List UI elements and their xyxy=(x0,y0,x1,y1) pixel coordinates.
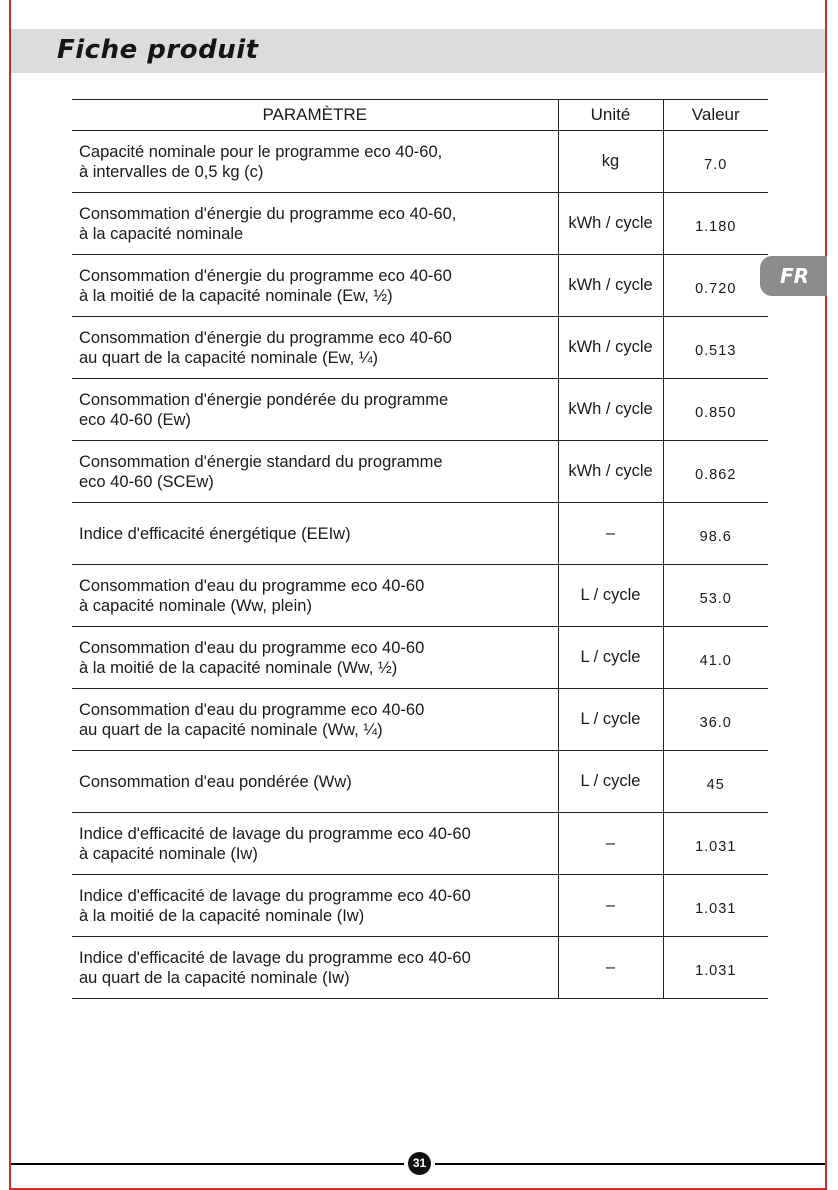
value-cell: 7.0 xyxy=(663,131,768,193)
parameter-line: Consommation d'énergie du programme eco 40-60, xyxy=(79,204,457,223)
parameter-line: au quart de la capacité nominale (Ew, ¼) xyxy=(79,348,379,367)
parameter-line: Indice d'efficacité énergétique (EEIw) xyxy=(79,524,351,543)
table-header-row xyxy=(72,100,768,131)
parameter-line: Consommation d'eau du programme eco 40-60 xyxy=(79,700,425,719)
table-row xyxy=(72,813,768,875)
page-number: 31 xyxy=(408,1152,431,1175)
parameter-line: à la moitié de la capacité nominale (Iw) xyxy=(79,906,365,925)
parameter-line: eco 40-60 (Ew) xyxy=(79,410,191,429)
column-header-value: Valeur xyxy=(663,100,768,131)
column-header-parameter: PARAMÈTRE xyxy=(72,100,558,131)
page-title: Fiche produit xyxy=(57,35,259,65)
parameter-line: Consommation d'énergie pondérée du programme xyxy=(79,390,449,409)
parameter-cell xyxy=(72,627,558,689)
table-row xyxy=(72,317,768,379)
unit-cell: L / cycle xyxy=(558,689,663,751)
parameter-cell xyxy=(72,875,558,937)
parameter-line: à capacité nominale (Iw) xyxy=(79,844,258,863)
parameter-cell xyxy=(72,689,558,751)
unit-cell: kWh / cycle xyxy=(558,193,663,255)
unit-cell: L / cycle xyxy=(558,565,663,627)
value-cell: 36.0 xyxy=(663,689,768,751)
table-row xyxy=(72,875,768,937)
unit-cell: kg xyxy=(558,131,663,193)
parameter-cell xyxy=(72,813,558,875)
parameter-line: au quart de la capacité nominale (Iw) xyxy=(79,968,350,987)
unit-cell: – xyxy=(558,503,663,565)
unit-cell: – xyxy=(558,875,663,937)
parameter-line: au quart de la capacité nominale (Ww, ¼) xyxy=(79,720,383,739)
parameter-cell xyxy=(72,255,558,317)
parameter-cell xyxy=(72,441,558,503)
value-cell: 0.720 xyxy=(663,255,768,317)
parameter-cell xyxy=(72,751,558,813)
parameter-cell xyxy=(72,193,558,255)
parameter-line: à capacité nominale (Ww, plein) xyxy=(79,596,312,615)
unit-cell: – xyxy=(558,937,663,999)
value-cell: 0.862 xyxy=(663,441,768,503)
table-row xyxy=(72,193,768,255)
parameter-line: Indice d'efficacité de lavage du programme eco 40-60 xyxy=(79,824,471,843)
value-cell: 98.6 xyxy=(663,503,768,565)
parameter-line: Capacité nominale pour le programme eco 40-60, xyxy=(79,142,443,161)
product-spec-table xyxy=(72,99,768,999)
unit-cell: kWh / cycle xyxy=(558,317,663,379)
value-cell: 0.513 xyxy=(663,317,768,379)
table-row xyxy=(72,751,768,813)
table-row xyxy=(72,441,768,503)
value-cell: 53.0 xyxy=(663,565,768,627)
column-header-unit: Unité xyxy=(558,100,663,131)
parameter-cell xyxy=(72,503,558,565)
value-cell: 0.850 xyxy=(663,379,768,441)
unit-cell: L / cycle xyxy=(558,627,663,689)
footer-rule-left xyxy=(11,1163,404,1165)
value-cell: 1.031 xyxy=(663,875,768,937)
parameter-cell xyxy=(72,565,558,627)
value-cell: 45 xyxy=(663,751,768,813)
parameter-cell xyxy=(72,317,558,379)
footer-rule-right xyxy=(435,1163,825,1165)
table-row xyxy=(72,379,768,441)
parameter-line: à la moitié de la capacité nominale (Ww, ½) xyxy=(79,658,398,677)
parameter-cell xyxy=(72,937,558,999)
parameter-line: Consommation d'énergie du programme eco 40-60 xyxy=(79,266,452,285)
table-row xyxy=(72,565,768,627)
parameter-line: Consommation d'eau du programme eco 40-60 xyxy=(79,576,425,595)
parameter-cell xyxy=(72,379,558,441)
parameter-line: eco 40-60 (SCEw) xyxy=(79,472,214,491)
parameter-cell xyxy=(72,131,558,193)
parameter-line: Consommation d'eau du programme eco 40-60 xyxy=(79,638,425,657)
table-row xyxy=(72,255,768,317)
unit-cell: kWh / cycle xyxy=(558,379,663,441)
value-cell: 1.180 xyxy=(663,193,768,255)
table-row xyxy=(72,503,768,565)
unit-cell: kWh / cycle xyxy=(558,255,663,317)
unit-cell: – xyxy=(558,813,663,875)
parameter-line: Consommation d'énergie standard du programme xyxy=(79,452,443,471)
value-cell: 41.0 xyxy=(663,627,768,689)
parameter-line: à la capacité nominale xyxy=(79,224,244,243)
parameter-line: à intervalles de 0,5 kg (c) xyxy=(79,162,264,181)
table-row xyxy=(72,131,768,193)
unit-cell: kWh / cycle xyxy=(558,441,663,503)
value-cell: 1.031 xyxy=(663,813,768,875)
unit-cell: L / cycle xyxy=(558,751,663,813)
table-row xyxy=(72,627,768,689)
table-row xyxy=(72,937,768,999)
parameter-line: à la moitié de la capacité nominale (Ew, ½) xyxy=(79,286,393,305)
language-tab[interactable]: FR xyxy=(760,256,827,296)
parameter-line: Consommation d'énergie du programme eco 40-60 xyxy=(79,328,452,347)
parameter-line: Indice d'efficacité de lavage du programme eco 40-60 xyxy=(79,886,471,905)
table-row xyxy=(72,689,768,751)
value-cell: 1.031 xyxy=(663,937,768,999)
parameter-line: Consommation d'eau pondérée (Ww) xyxy=(79,772,352,791)
parameter-line: Indice d'efficacité de lavage du programme eco 40-60 xyxy=(79,948,471,967)
